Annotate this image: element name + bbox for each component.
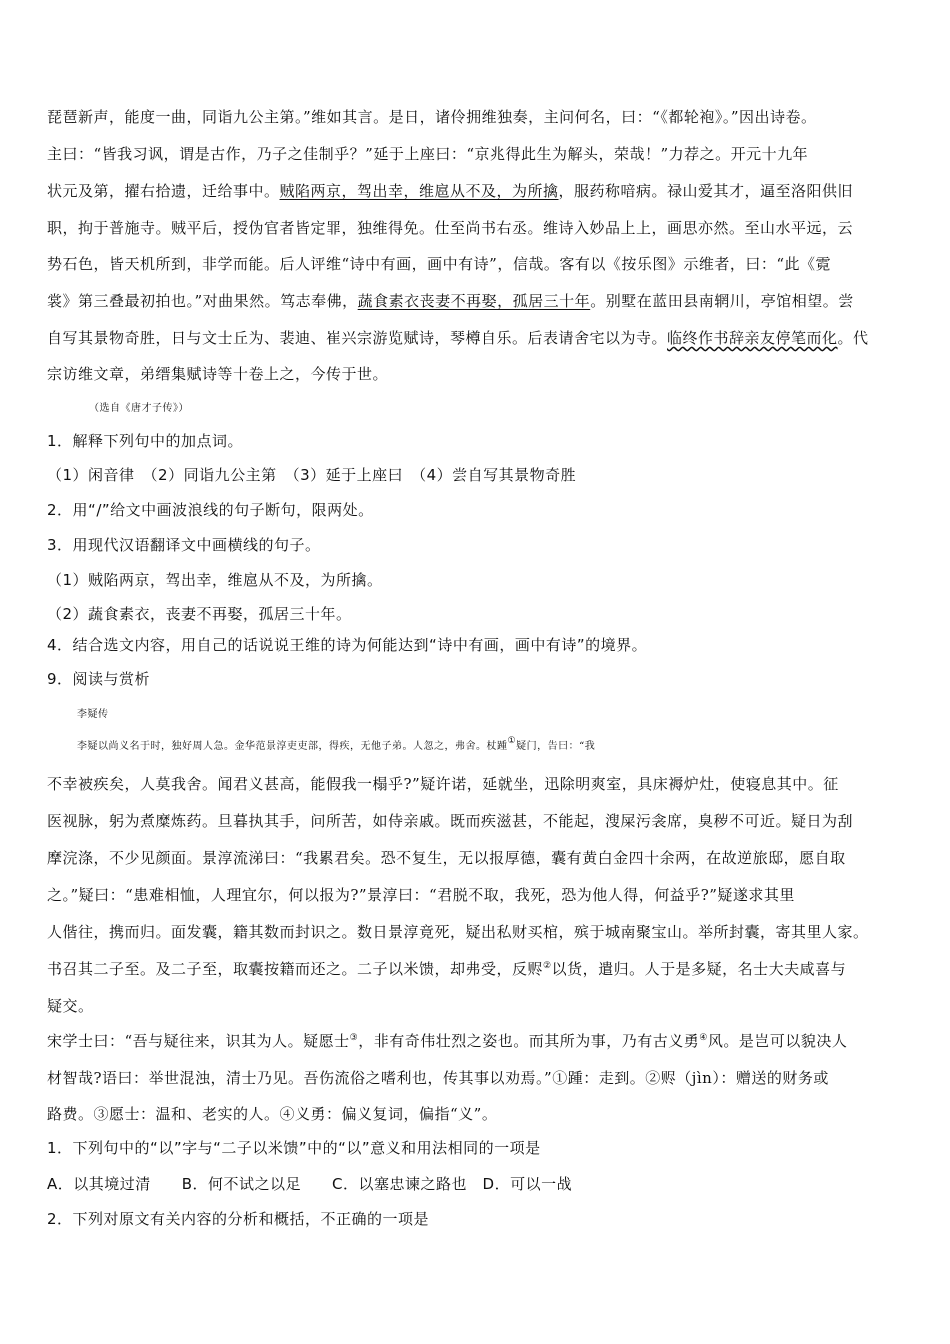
underlined-sentence: 贼陷两京，驾出幸，维扈从不及，为所擒 bbox=[279, 182, 559, 200]
text: （1）贼陷两京，驾出幸，维扈从不及，为所擒。 bbox=[47, 571, 383, 589]
footnote-marker: ③ bbox=[349, 1033, 359, 1043]
text: 。别墅在蓝田县南辋川，亭馆相望。尝 bbox=[590, 292, 854, 310]
text: 以货，遣归。人于是多疑，名士大夫咸喜与 bbox=[551, 960, 847, 978]
text: 宗访维文章，弟缙集赋诗等十卷上之，今传于世。 bbox=[47, 365, 389, 383]
question-1-options bbox=[47, 1173, 905, 1195]
question-1 bbox=[47, 1137, 905, 1159]
text: 琵琶新声，能度一曲，同诣九公主第。”维如其言。是日，诸伶拥维独奏，主问何名，曰：“《都轮袍》。”因出诗卷。 bbox=[47, 108, 817, 126]
footnote-marker: ④ bbox=[699, 1033, 708, 1043]
text: 职，拘于普施寺。贼平后，授伪官者皆定罪，独维得免。仕至尚书右丞。维诗入妙品上上，画思亦然。至山水平远，云 bbox=[47, 219, 854, 237]
passage-line bbox=[47, 773, 905, 795]
text: 风。是岂可以貌决人 bbox=[707, 1032, 848, 1050]
passage-line bbox=[47, 995, 905, 1017]
text: 书召其二子至。及二子至，取囊按籍而还之。二子以米馈，却弗受，反赆 bbox=[47, 960, 544, 978]
passage-line bbox=[47, 736, 935, 758]
passage-line bbox=[47, 143, 905, 165]
text: 4．结合选文内容，用自己的话说说王维的诗为何能达到“诗中有画，画中有诗”的境界。 bbox=[47, 636, 648, 654]
passage-line bbox=[47, 810, 905, 832]
text: 2．用“/”给文中画波浪线的句子断句，限两处。 bbox=[47, 501, 374, 519]
passage-line bbox=[47, 1067, 905, 1089]
text: （2）蔬食素衣，丧妻不再娶，孤居三十年。 bbox=[47, 605, 352, 623]
text: 9．阅读与赏析 bbox=[47, 670, 151, 688]
text: 势石色，皆天机所到，非学而能。后人评维“诗中有画，画中有诗”，信哉。客有以《按乐图》示维者，曰：“此《霓 bbox=[47, 255, 832, 273]
passage-line bbox=[47, 884, 905, 906]
question-1-items bbox=[47, 464, 905, 486]
text: 疑交。 bbox=[47, 997, 94, 1015]
text: 材智哉?语曰：举世混浊，清士乃见。吾伤流俗之嗜利也，传其事以劝焉。”①踵：走到。②赆（jìn）：赠送的财务或 bbox=[47, 1069, 829, 1087]
question-3 bbox=[47, 534, 905, 556]
passage-line bbox=[47, 958, 905, 980]
text: ，服药称喑病。禄山爱其才，逼至洛阳供旧 bbox=[558, 182, 854, 200]
source-note bbox=[47, 398, 947, 420]
passage-line bbox=[47, 1030, 905, 1052]
text: 不幸被疾矣，人莫我舍。闻君义甚高，能假我一榻乎?”疑许诺，延就坐，迅除明爽室，具床褥炉灶，使寝息其中。征 bbox=[47, 775, 839, 793]
passage-line bbox=[47, 290, 905, 312]
passage-line bbox=[47, 921, 905, 943]
text: 路费。③愿士：温和、老实的人。④义勇：偏义复词，偏指“义”。 bbox=[47, 1105, 498, 1123]
question-3-item-2 bbox=[47, 603, 905, 625]
footnote-marker: ① bbox=[507, 736, 517, 746]
text: 。代 bbox=[837, 329, 869, 347]
text: 1．解释下列句中的加点词。 bbox=[47, 432, 244, 450]
question-1 bbox=[47, 430, 905, 452]
passage-line bbox=[47, 363, 905, 385]
text: 状元及第，擢右拾遗，迁给事中。 bbox=[47, 182, 280, 200]
passage-line bbox=[47, 327, 905, 349]
passage-line bbox=[47, 180, 905, 202]
footnote-marker: ② bbox=[543, 961, 552, 971]
question-2 bbox=[47, 1208, 905, 1230]
passage-line bbox=[47, 106, 905, 128]
text: 疑门，告曰：“我 bbox=[516, 741, 596, 752]
text: 宋学士曰：“吾与疑往来，识其为人。疑愿士 bbox=[47, 1032, 350, 1050]
section-heading bbox=[47, 668, 905, 690]
passage-line bbox=[47, 253, 905, 275]
text: （选自《唐才子传》） bbox=[89, 403, 189, 414]
article-title bbox=[47, 704, 935, 726]
text: ，非有奇伟壮烈之姿也。而其所为事，乃有古义勇 bbox=[358, 1032, 700, 1050]
text: 之。”疑曰：“患难相恤，人理宜尔，何以报为?”景淳曰：“君脱不取，我死，恐为他人得，何益乎?”疑遂求其里 bbox=[47, 886, 795, 904]
text: 1．下列句中的“以”字与“二子以米馈”中的“以”意义和用法相同的一项是 bbox=[47, 1139, 541, 1157]
passage-line bbox=[47, 1103, 905, 1125]
text: 3．用现代汉语翻译文中画横线的句子。 bbox=[47, 536, 321, 554]
text: 李疑以尚义名于时，独好周人急。金华范景淳吏吏部，得疾，无他子弟。人忽之，弗舍。杖踵 bbox=[77, 741, 508, 752]
text: 摩浣涤，不少见颜面。景淳流涕曰：“我累君矣。恐不复生，无以报厚德，囊有黄白金四十余两，在故逆旅邸，愿自取 bbox=[47, 849, 846, 867]
text: （1）闲音律 （2）同诣九公主第 （3）延于上座曰 （4）尝自写其景物奇胜 bbox=[47, 466, 577, 484]
passage-line bbox=[47, 217, 905, 239]
text: 医视脉，躬为煮糜炼药。旦暮执其手，问所苦，如侍亲戚。既而疾滋甚，不能起，溲屎污衾席，臭秽不可近。疑日为刮 bbox=[47, 812, 854, 830]
question-3-item-1 bbox=[47, 569, 905, 591]
text: A．以其境过清 B．何不试之以足 C．以塞忠谏之路也 D．可以一战 bbox=[47, 1175, 573, 1193]
text: 2．下列对原文有关内容的分析和概括，不正确的一项是 bbox=[47, 1210, 430, 1228]
text: 裳》第三叠最初拍也。”对曲果然。笃志奉佛， bbox=[47, 292, 358, 310]
wavy-underlined-sentence: 临终作书辞亲友停笔而化 bbox=[667, 329, 838, 347]
text: 主曰：“皆我习讽，谓是古作，乃子之佳制乎？”延于上座曰：“京兆得此生为解头，荣哉！”力荐之。开元十九年 bbox=[47, 145, 809, 163]
text: 自写其景物奇胜，日与文士丘为、裴迪、崔兴宗游览赋诗，琴樽自乐。后表请舍宅以为寺。 bbox=[47, 329, 668, 347]
underlined-sentence: 蔬食素衣丧妻不再娶，孤居三十年 bbox=[357, 292, 591, 310]
text: 李疑传 bbox=[77, 709, 109, 720]
question-2 bbox=[47, 499, 905, 521]
passage-line bbox=[47, 847, 905, 869]
text: 人偕往，携而归。面发囊，籍其数而封识之。数日景淳竟死，疑出私财买棺，殡于城南聚宝山。举所封囊，寄其里人家。 bbox=[47, 923, 869, 941]
question-4 bbox=[47, 634, 905, 656]
